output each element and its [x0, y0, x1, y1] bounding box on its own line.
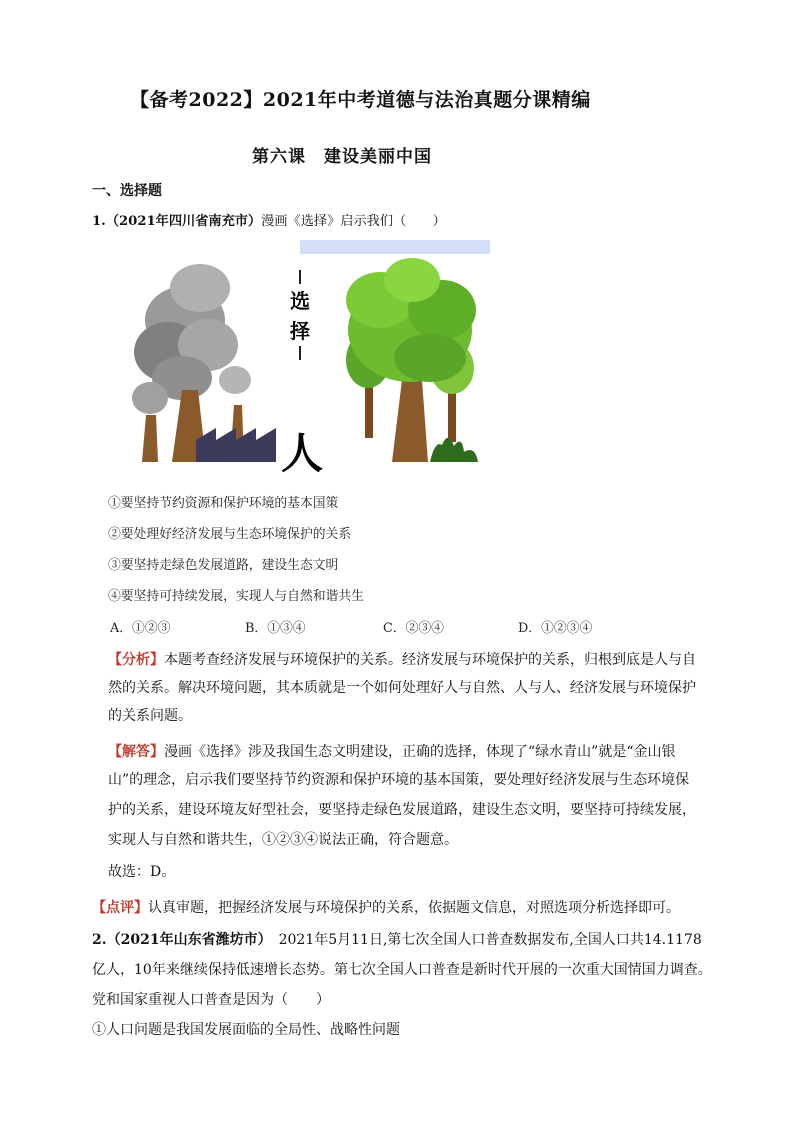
answer-line-1	[108, 738, 675, 766]
comment-line	[92, 894, 680, 922]
lesson-subtitle: 第六课 建设美丽中国	[252, 147, 432, 167]
analysis-line-3: 的关系问题。	[108, 708, 192, 724]
caption-char-1: 选	[290, 289, 310, 313]
tree-icon	[346, 258, 478, 462]
cartoon-choice-image	[130, 240, 490, 472]
section-heading: 一、选择题	[92, 183, 162, 199]
cartoon-caption	[281, 270, 323, 472]
question-2-line-2: 亿人，10年来继续保持低速增长态势。第七次全国人口普查是新时代开展的一次重大国情国力调查。	[92, 962, 712, 978]
comment-text: 认真审题，把握经济发展与环境保护的关系，依据题文信息，对照选项分析选择即可。	[148, 900, 680, 916]
factory-smoke-icon	[132, 264, 276, 462]
analysis-tag: 【分析】	[108, 652, 164, 668]
question-1-stem	[92, 210, 446, 229]
answer-line-2: 山”的理念，启示我们要坚持节约资源和保护环境的基本国策，要处理好经济发展与生态环境保	[108, 772, 690, 788]
statement-2: ②要处理好经济发展与生态环境保护的关系	[108, 527, 352, 542]
answer-text: 漫画《选择》涉及我国生态文明建设，正确的选择，体现了“绿水青山”就是“金山银	[164, 744, 676, 760]
question-2-line-3: 党和国家重视人口普查是因为（ ）	[92, 992, 330, 1008]
caption-char-2: 择	[290, 319, 310, 343]
question-2-source: （2021年山东省潍坊市）	[106, 932, 265, 948]
question-2-text: 2021年5月11日,第七次全国人口普查数据发布,全国人口共14.1178	[264, 932, 702, 948]
question-number: 1.	[92, 214, 106, 229]
question-2-statement-1: ①人口问题是我国发展面临的全局性、战略性问题	[92, 1022, 400, 1038]
choice-d: D．①②③④	[518, 621, 593, 636]
answer-line-3: 护的关系，建设环境友好型社会，要坚持走绿色发展道路，建设生态文明，要坚持可持续发展，	[108, 802, 696, 818]
answer-final: 故选：D。	[108, 864, 176, 880]
statement-1: ①要坚持节约资源和保护环境的基本国策	[108, 496, 339, 511]
caption-person-char: 人	[280, 429, 324, 472]
page-title: 【备考2022】2021年中考道德与法治真题分课精编	[130, 89, 591, 111]
choice-b: B．①③④	[245, 621, 306, 636]
comment-tag: 【点评】	[92, 900, 148, 916]
question-source: （2021年四川省南充市）	[105, 214, 262, 229]
cartoon-blur-banner	[300, 240, 490, 254]
choice-a: A．①②③	[110, 621, 171, 636]
question-2-number: 2.	[92, 932, 107, 948]
analysis-line-1	[108, 646, 696, 674]
answer-line-4: 实现人与自然和谐共生，①②③④说法正确，符合题意。	[108, 832, 458, 848]
answer-tag: 【解答】	[108, 744, 164, 760]
question-2-line-1	[92, 926, 702, 954]
choice-c: C．②③④	[383, 621, 444, 636]
statement-4: ④要坚持可持续发展，实现人与自然和谐共生	[108, 589, 364, 604]
question-text: 漫画《选择》启示我们（ ）	[261, 214, 446, 229]
statement-3: ③要坚持走绿色发展道路，建设生态文明	[108, 558, 339, 573]
analysis-line-2: 然的关系。解决环境问题，其本质就是一个如何处理好人与自然、人与人、经济发展与环境保护	[108, 680, 696, 696]
analysis-text: 本题考查经济发展与环境保护的关系。经济发展与环境保护的关系，归根到底是人与自	[164, 652, 696, 668]
